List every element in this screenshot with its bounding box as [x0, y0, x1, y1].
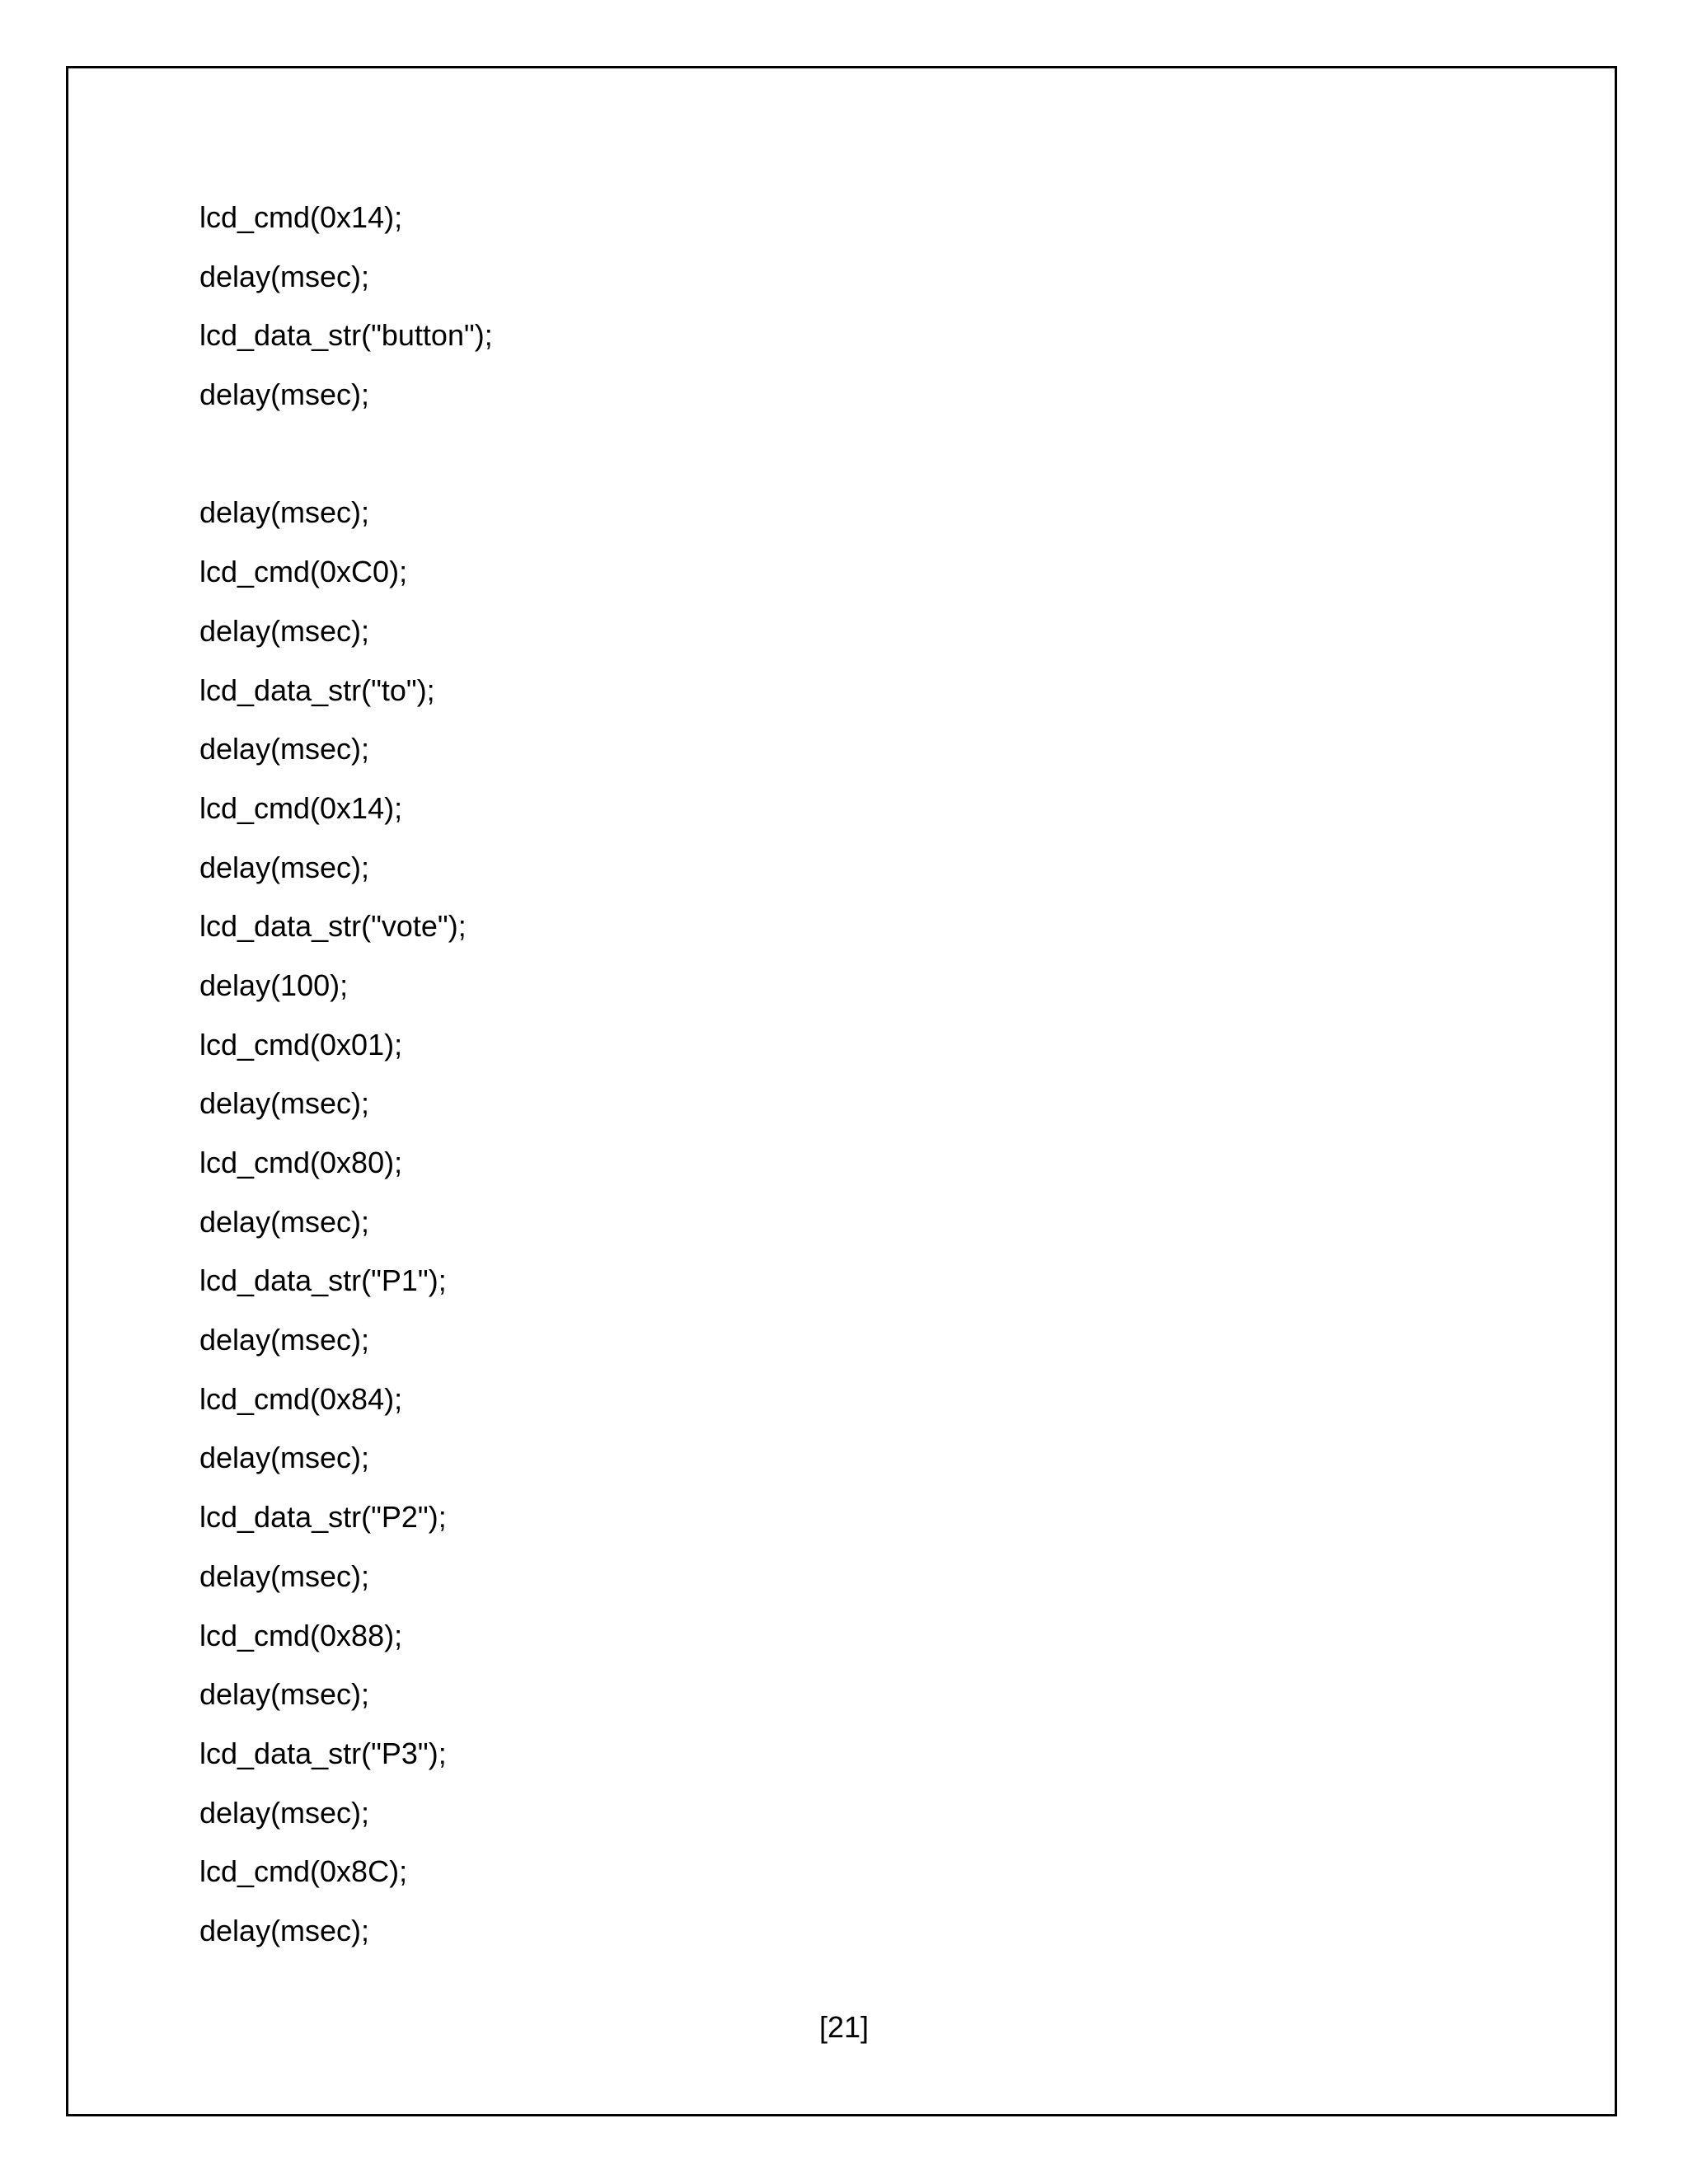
code-line: delay(100);	[199, 968, 349, 1002]
code-line: lcd_data_str("P2");	[199, 1500, 447, 1535]
code-line: delay(msec);	[199, 377, 370, 412]
code-line: delay(msec);	[199, 1795, 370, 1830]
code-line: lcd_cmd(0x8C);	[199, 1854, 408, 1889]
code-line: lcd_data_str("vote");	[199, 909, 467, 944]
blank-line	[199, 424, 493, 484]
code-line: lcd_data_str("P3");	[199, 1736, 447, 1770]
code-line: lcd_cmd(0x14);	[199, 790, 403, 825]
code-line: delay(msec);	[199, 1323, 370, 1357]
code-block	[199, 188, 493, 1961]
code-line: delay(msec);	[199, 1441, 370, 1475]
code-line: lcd_cmd(0x80);	[199, 1146, 403, 1179]
code-line: delay(msec);	[199, 613, 370, 648]
page-number: [21]	[818, 2010, 870, 2044]
code-line: delay(msec);	[199, 495, 370, 530]
code-line: delay(msec);	[199, 1086, 370, 1121]
code-line: lcd_cmd(0x88);	[199, 1618, 403, 1652]
code-line: lcd_cmd(0x84);	[199, 1381, 403, 1416]
code-line: delay(msec);	[199, 1558, 370, 1593]
code-line: lcd_cmd(0x01);	[199, 1027, 403, 1062]
code-line: delay(msec);	[199, 850, 370, 884]
code-line: delay(msec);	[199, 732, 370, 766]
code-line: delay(msec);	[199, 259, 370, 293]
code-line: delay(msec);	[199, 1913, 370, 1947]
code-line: delay(msec);	[199, 1204, 370, 1239]
code-line: lcd_data_str("to");	[199, 673, 435, 707]
code-line: lcd_cmd(0x14);	[199, 200, 403, 234]
code-line: lcd_data_str("P1");	[199, 1263, 447, 1298]
code-line: lcd_cmd(0xC0);	[199, 555, 408, 589]
code-line: delay(msec);	[199, 1677, 370, 1712]
code-line: lcd_data_str("button");	[199, 318, 493, 353]
